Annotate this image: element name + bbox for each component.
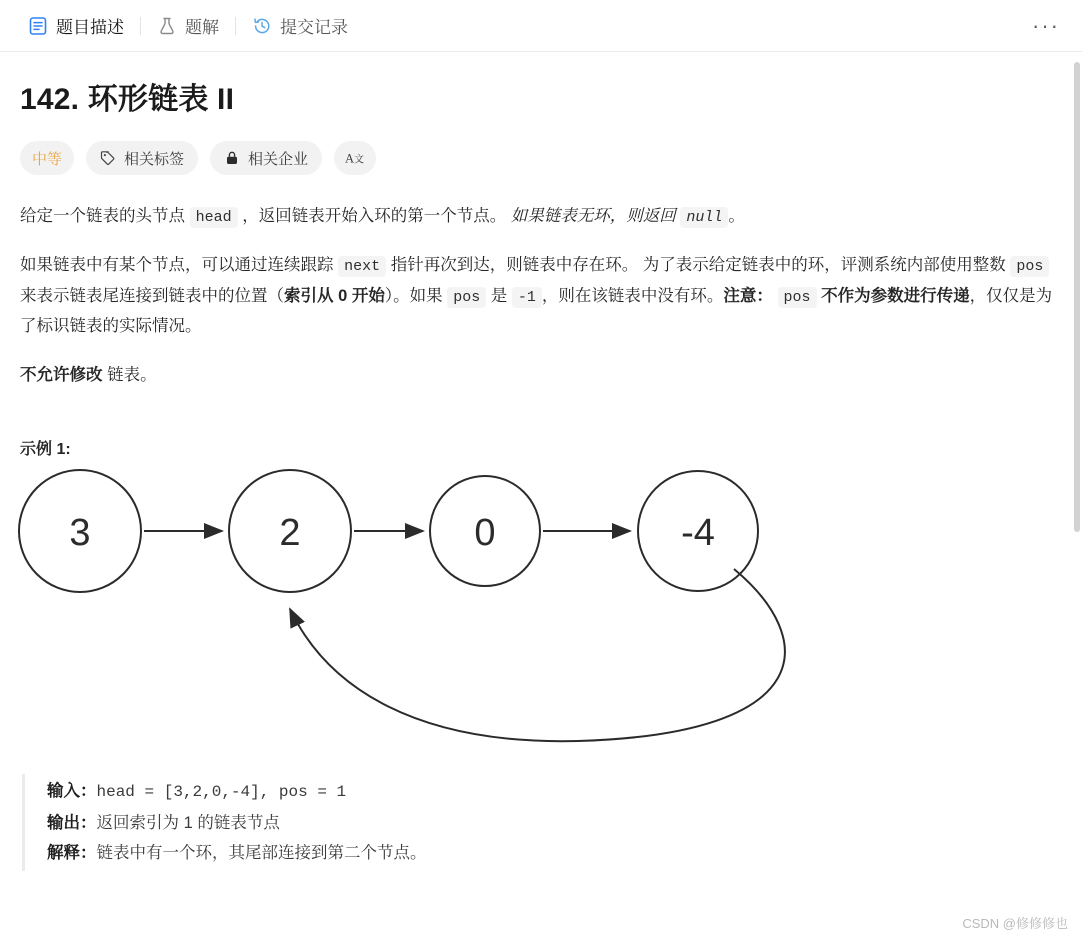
text-run [773,287,778,305]
bold-run: 不允许修改 [20,365,103,384]
inline-code: pos [778,287,817,308]
top-tab-bar [0,0,1082,52]
problem-paragraph-2 [20,250,1058,342]
inline-code: head [190,207,238,228]
input-value: head = [3,2,0,-4], pos = 1 [96,783,347,802]
inline-code: pos [1010,256,1049,277]
text-run: 指针再次到达，则链表中存在环。 为了表示给定链表中的环，评测系统内部使用整数 [386,255,1011,274]
svg-text:文: 文 [354,154,365,166]
translate-icon [345,150,365,166]
svg-text:2: 2 [279,512,301,555]
output-value: 返回索引为 1 的链表节点 [96,813,280,832]
problem-paragraph-3 [20,360,1058,391]
bold-run: 注意： [723,286,773,305]
tag-icon [100,150,116,166]
tab-submission-history[interactable] [242,8,358,44]
svg-text:0: 0 [474,512,496,555]
inline-code: next [338,256,386,277]
problem-meta-chips [20,141,1058,175]
input-key: 输入： [47,782,97,801]
inline-code: null [680,207,728,228]
tab-divider [140,17,141,35]
text-run: 。 [728,207,745,225]
text-run: ，返回链表开始入环的第一个节点。 [237,207,511,225]
text-run: 给定一个链表的头节点 [20,207,190,225]
text-run: 链表。 [102,365,157,384]
example-explain-line [47,838,1058,869]
explain-key: 解释： [47,844,97,863]
inline-code: pos [447,287,486,308]
example-io-block [22,774,1058,871]
example-output-line [47,808,1058,839]
text-run: 来表示链表尾连接到链表中的位置（ [20,286,284,305]
linked-list-cycle-diagram [18,469,1058,764]
output-key: 输出： [47,813,97,832]
difficulty-chip[interactable] [20,141,74,175]
chip-label: 相关企业 [248,150,309,168]
svg-text:-4: -4 [681,512,715,555]
inline-code: -1 [512,287,542,308]
tab-label: 题解 [185,18,219,37]
more-options-button[interactable]: ··· [1032,12,1060,38]
bold-run: 不作为参数进行传递 [816,286,970,305]
page-scrollbar[interactable] [1073,52,1082,940]
text-run: 如果链表中有某个节点，可以通过连续跟踪 [20,255,339,274]
scrollbar-thumb[interactable] [1074,62,1080,532]
text-run: ）。如果 [384,286,448,305]
text-run: 是 [486,286,512,305]
example-input-line [47,776,1058,808]
explain-value: 链表中有一个环，其尾部连接到第二个节点。 [96,844,427,863]
tab-divider [235,17,236,35]
problem-paragraph-1 [20,201,1058,232]
text-run: ，则在该链表中没有环。 [541,286,724,305]
tab-label: 提交记录 [280,18,348,37]
watermark: CSDN @修修修也 [962,916,1068,931]
lock-icon [224,150,240,166]
history-icon [252,16,272,36]
difficulty-label: 中等 [32,150,63,168]
page-title: 142. 环形链表 II [20,83,235,116]
translate-chip[interactable] [334,141,376,175]
svg-text:3: 3 [69,512,91,555]
document-icon [28,16,48,36]
flask-icon [157,16,177,36]
related-companies-chip[interactable] [210,141,322,175]
svg-text:A: A [345,151,355,166]
text-run: ，仅仅是为了标识链表的实际情况。 [20,286,1053,336]
related-tags-chip[interactable] [86,141,198,175]
tab-label: 题目描述 [56,18,124,37]
problem-content [0,52,1082,940]
chip-label: 相关标签 [124,150,185,168]
tab-problem-description[interactable] [18,8,134,44]
bold-run: 索引从 0 开始 [284,286,385,305]
tab-solutions[interactable] [147,8,229,44]
example-heading: 示例 1: [20,441,71,459]
emphasis-run: 如果链表无环，则返回 [510,207,681,225]
